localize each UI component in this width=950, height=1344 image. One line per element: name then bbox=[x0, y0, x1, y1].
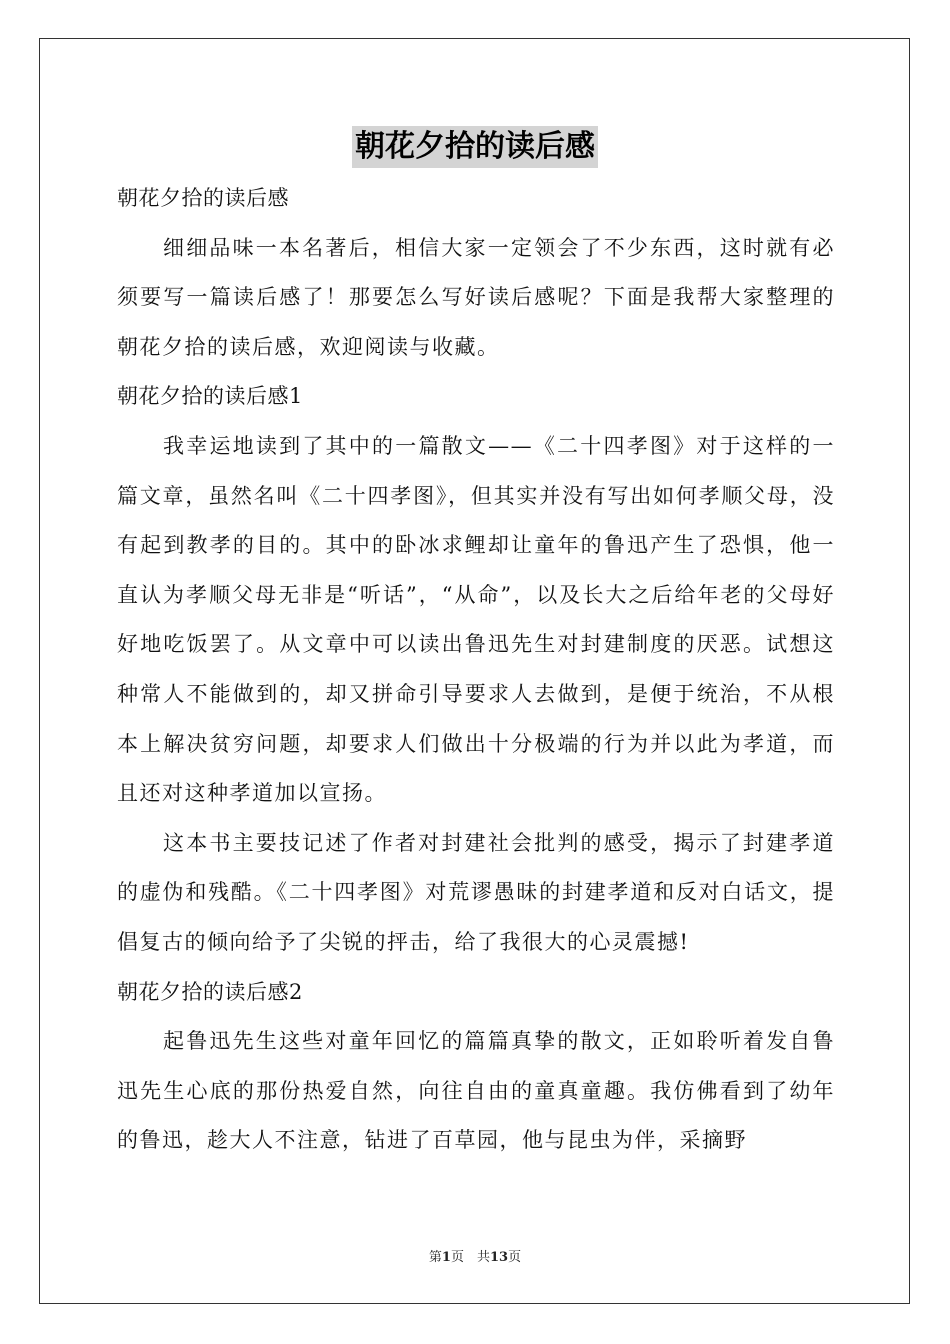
paragraph-2a: 起鲁迅先生这些对童年回忆的篇篇真挚的散文，正如聆听着发自鲁迅先生心底的那份热爱自然，向往自由的童真童趣。我仿佛看到了幼年的鲁迅，趁大人不注意，钻进了百草园，他与昆虫为伴，采摘野 bbox=[117, 1029, 835, 1153]
title-container bbox=[0, 126, 950, 168]
paragraph-1b: 这本书主要技记述了作者对封建社会批判的感受，揭示了封建孝道的虚伪和残酷。《二十四孝图》对荒谬愚昧的封建孝道和反对白话文，提倡复古的倾向给予了尖锐的抨击，给了我很大的心灵震撼! bbox=[117, 830, 835, 954]
document-title: 朝花夕拾的读后感 bbox=[352, 126, 598, 168]
section-heading-2: 朝花夕拾的读后感2 bbox=[117, 979, 303, 1004]
footer-suffix: 页 bbox=[508, 1250, 522, 1265]
paragraph-1a: 我幸运地读到了其中的一篇散文——《二十四孝图》对于这样的一篇文章，虽然名叫《二十四孝图》，但其实并没有写出如何孝顺父母，没有起到教孝的目的。其中的卧冰求鲤却让童年的鲁迅产生了恐惧，他一直认为孝顺父母无非是“听话”，“从命”，以及长大之后给年老的父母好好地吃饭罢了。从文章中可以读出鲁迅先生对封建制度的厌恶。试想这种常人不能做到的，却又拼命引导要求人去做到，是便于统治，不从根本上解决贫穷问题，却要求人们做出十分极端的行为并以此为孝道，而且还对这种孝道加以宣扬。 bbox=[117, 433, 835, 806]
section-heading-1: 朝花夕拾的读后感1 bbox=[117, 384, 303, 409]
document-body bbox=[117, 174, 835, 1166]
footer-prefix: 第 bbox=[428, 1250, 442, 1265]
footer-current-page: 1 bbox=[441, 1250, 451, 1265]
footer-mid: 页 共 bbox=[450, 1250, 490, 1265]
page-footer bbox=[0, 1246, 950, 1265]
section-heading-intro: 朝花夕拾的读后感 bbox=[117, 186, 289, 210]
paragraph-intro: 细细品味一本名著后，相信大家一定领会了不少东西，这时就有必须要写一篇读后感了！那要怎么写好读后感呢？下面是我帮大家整理的朝花夕拾的读后感，欢迎阅读与收藏。 bbox=[117, 235, 835, 359]
footer-total-pages: 13 bbox=[489, 1250, 509, 1265]
